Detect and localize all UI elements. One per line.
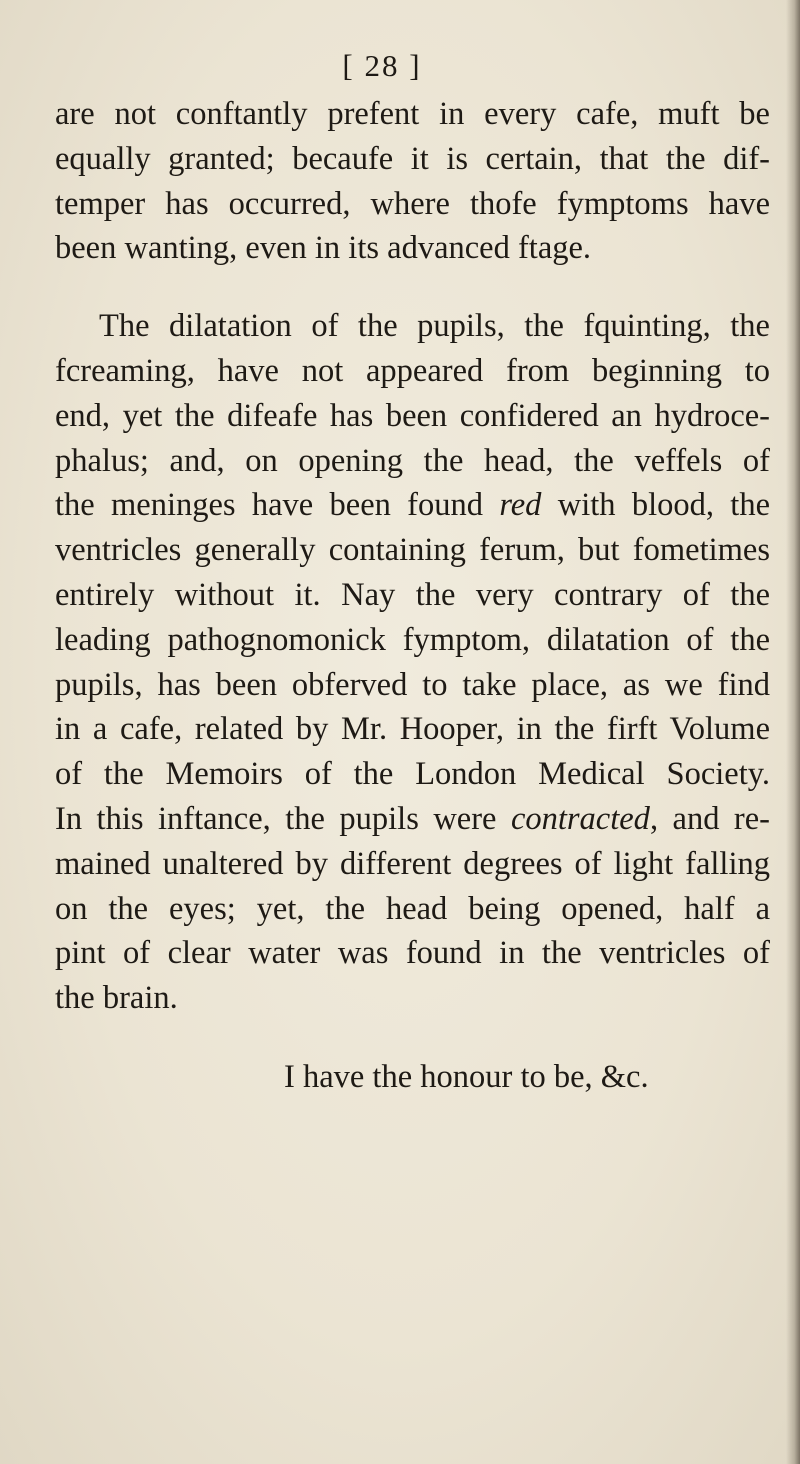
paragraph-2-line: fcreaming, have not appeared from beginning to: [55, 352, 770, 389]
page-edge-shadow: [786, 0, 800, 1464]
paragraph-2-line: on the eyes; yet, the head being opened, half a: [55, 890, 770, 927]
paragraph-2-line: leading pathognomonick fymptom, dilatation of the: [55, 621, 770, 658]
italic-red: red: [499, 487, 542, 524]
paragraph-1-line: been wanting, even in its advanced ftage.: [55, 230, 592, 267]
paragraph-2-line: the brain.: [55, 980, 178, 1017]
paragraph-2-line: In this inftance, the pupils were contracted, and re-: [55, 800, 770, 837]
body-text: [55, 92, 770, 1021]
paragraph-2-line: in a cafe, related by Mr. Hooper, in the firft Volume: [55, 711, 770, 748]
paragraph-1-line: are not conftantly prefent in every cafe, muft be: [55, 96, 770, 132]
paragraph-2-line: The dilatation of the pupils, the fquinting, the: [99, 308, 770, 345]
paragraph-1-line: temper has occurred, where thofe fymptoms have: [55, 185, 770, 222]
paragraph-2-line: of the Memoirs of the London Medical Society.: [55, 756, 770, 793]
paragraph-2-line: mained unaltered by different degrees of light falling: [55, 845, 770, 882]
paragraph-gap: [55, 271, 770, 304]
paragraph-2-line: end, yet the difeafe has been confidered an hydroce-: [55, 397, 770, 434]
paragraph-2-line: pupils, has been obferved to take place, as we find: [55, 666, 770, 703]
paragraph-2-line: entirely without it. Nay the very contrary of the: [55, 576, 770, 613]
paragraph-2-line: ventricles generally containing ferum, but fometimes: [55, 532, 770, 569]
closing-salutation: I have the honour to be, &c.: [284, 1059, 649, 1095]
page-number: [ 28 ]: [342, 48, 422, 83]
paragraph-2-line: the meninges have been found red with blood, the: [55, 487, 770, 524]
italic-contracted: contracted: [510, 800, 650, 837]
paragraph-2-line: pint of clear water was found in the ventricles of: [55, 935, 770, 972]
paragraph-1-line: equally granted; becaufe it is certain, that the dif-: [55, 140, 770, 177]
paragraph-2-line: phalus; and, on opening the head, the veffels of: [55, 442, 770, 479]
